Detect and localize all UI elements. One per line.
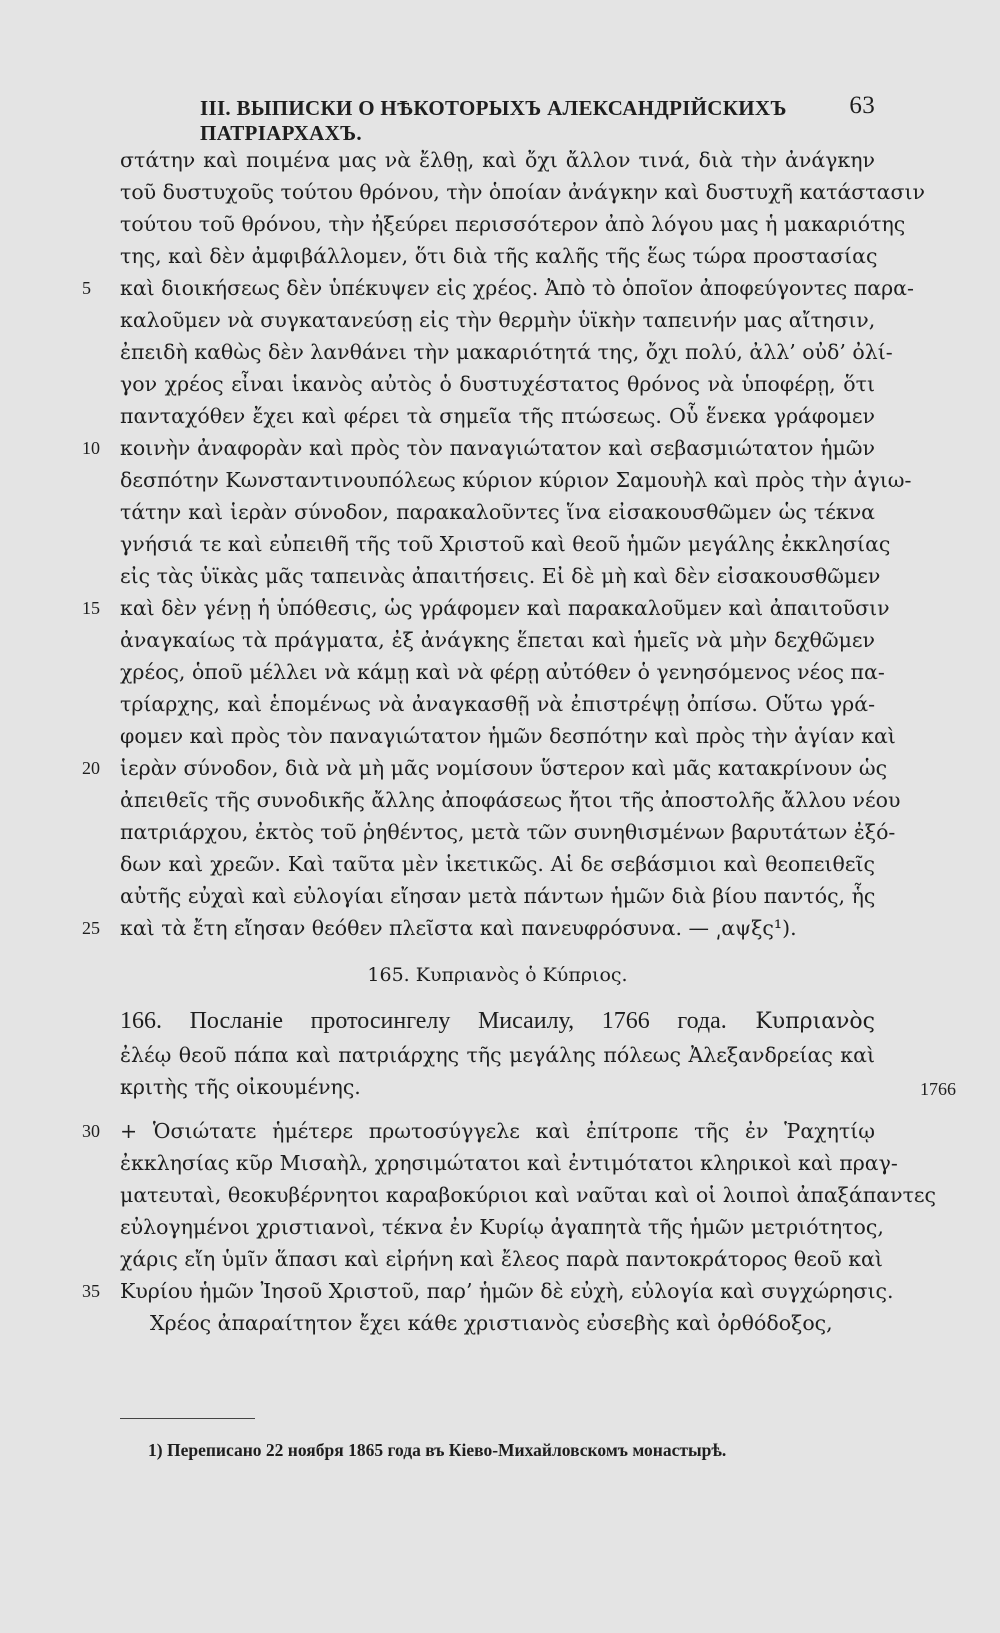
text-line: ματευταὶ, θεοκυβέρνητοι καραβοκύριοι καὶ ναῦται καὶ οἱ λοιποὶ ἀπαξάπαντες — [120, 1183, 937, 1207]
line-number: 5 — [82, 278, 91, 298]
text-line: πανταχόθεν ἔχει καὶ φέρει τὰ σημεῖα τῆς πτώσεως. Οὗ ἕνεκα γράφομεν — [120, 404, 875, 428]
footnote: 1) Переписано 22 ноября 1865 года въ Кіево-Михайловскомъ монастырѣ. — [148, 1440, 727, 1460]
text-line: πατριάρχου, ἐκτὸς τοῦ ῥηθέντος, μετὰ τῶν συνηθισμένων βαρυτάτων ἐξό- — [120, 820, 896, 844]
section-heading-tail: Κυπριανὸς — [755, 1009, 875, 1034]
text-line: ἱερὰν σύνοδον, διὰ νὰ μὴ μᾶς νομίσουν ὕστερον καὶ μᾶς κατακρίνουν ὡς — [120, 756, 888, 780]
header-title: III. ВЫПИСКИ О НѢКОТОРЫХЪ АЛЕКСАНДРІЙСКИХЪ ПАТРІАРХАХЪ. — [200, 96, 787, 145]
text-line: φομεν καὶ πρὸς τὸν παναγιώτατον ἡμῶν δεσπότην καὶ πρὸς τὴν ἁγίαν καὶ — [120, 724, 896, 748]
text-line: εὐλογημένοι χριστιανοὶ, τέκνα ἐν Κυρίῳ ἀγαπητὰ τῆς ἡμῶν μετριότητος, — [120, 1215, 884, 1239]
line-number: 35 — [82, 1281, 100, 1301]
text-line: ἐκκλησίας κῦρ Μισαὴλ, χρησιμώτατοι καὶ ἐντιμότατοι κληρικοὶ καὶ πραγ- — [120, 1151, 898, 1175]
text-line: καὶ τὰ ἔτη εἴησαν θεόθεν πλεῖστα καὶ πανευφρόσυνα. — ͵αψξς¹). — [120, 916, 797, 940]
text-line: κοινὴν ἀναφορὰν καὶ πρὸς τὸν παναγιώτατον καὶ σεβασμιώτατον ἡμῶν — [120, 436, 875, 460]
section-heading-line — [120, 1006, 875, 1037]
text-line: στάτην καὶ ποιμένα μας νὰ ἔλθῃ, καὶ ὄχι ἄλλον τινά, διὰ τὴν ἀνάγκην — [120, 148, 875, 172]
line-number: 25 — [82, 918, 100, 938]
text-line: τρίαρχης, καὶ ἑπομένως νὰ ἀναγκασθῇ νὰ ἐπιστρέψῃ ὀπίσω. Οὕτω γρά- — [120, 692, 875, 716]
text-line: εἰς τὰς ὑϊκὰς μᾶς ταπεινὰς ἀπαιτήσεις. Εἰ δὲ μὴ καὶ δὲν εἰσακουσθῶμεν — [120, 564, 881, 588]
text-line: ἀναγκαίως τὰ πράγματα, ἐξ ἀνάγκης ἕπεται καὶ ἡμεῖς νὰ μὴν δεχθῶμεν — [120, 628, 875, 652]
section-heading: 166. Посланіе протосингелу Мисаилу, 1766 года. — [120, 1008, 727, 1034]
text-line: τοῦ δυστυχοῦς τούτου θρόνου, τὴν ὁποίαν ἀνάγκην καὶ δυστυχῆ κατάστασιν — [120, 180, 925, 204]
text-line: τούτου τοῦ θρόνου, τὴν ἠξεύρει περισσότερον ἀπὸ λόγου μας ἡ μακαριότης — [120, 212, 906, 236]
text-line: δεσπότην Κωνσταντινουπόλεως κύριον κύριον Σαμουὴλ καὶ πρὸς τὴν ἁγιω- — [120, 468, 912, 492]
text-line: καὶ διοικήσεως δὲν ὑπέκυψεν εἰς χρέος. Ἀπὸ τὸ ὁποῖον ἀποφεύγοντες παρα- — [120, 276, 914, 300]
text-line: καλοῦμεν νὰ συγκατανεύσῃ εἰς τὴν θερμὴν ὑϊκὴν ταπεινήν μας αἴτησιν, — [120, 308, 876, 332]
line-number: 15 — [82, 598, 100, 618]
text-line: ἐλέῳ θεοῦ πάπα καὶ πατριάρχης τῆς μεγάλης πόλεως Ἀλεξανδρείας καὶ — [120, 1043, 875, 1067]
line-number: 20 — [82, 758, 100, 778]
text-line: χρέος, ὁποῦ μέλλει νὰ κάμῃ καὶ νὰ φέρῃ αὐτόθεν ὁ γενησόμενος νέος πα- — [120, 660, 885, 684]
document-signature: 165. Κυπριανὸς ὁ Κύπριος. — [367, 964, 628, 986]
running-header — [200, 92, 875, 146]
text-line: Κυρίου ἡμῶν Ἰησοῦ Χριστοῦ, παρ’ ἡμῶν δὲ εὐχὴ, εὐλογία καὶ συγχώρησις. — [120, 1279, 894, 1303]
text-line: + Ὁσιώτατε ἡμέτερε πρωτοσύγγελε καὶ ἐπίτροπε τῆς ἐν Ῥαχητίῳ — [120, 1119, 875, 1143]
text-line: Χρέος ἀπαραίτητον ἔχει κάθε χριστιανὸς εὐσεβὴς καὶ ὀρθόδοξος, — [150, 1311, 833, 1335]
text-line: καὶ δὲν γένῃ ἡ ὑπόθεσις, ὡς γράφομεν καὶ παρακαλοῦμεν καὶ ἀπαιτοῦσιν — [120, 596, 890, 620]
text-line: ἀπειθεῖς τῆς συνοδικῆς ἄλλης ἀποφάσεως ἤτοι τῆς ἀποστολῆς ἄλλου νέου — [120, 788, 901, 812]
line-number: 30 — [82, 1121, 100, 1141]
margin-year-note: 1766 — [920, 1079, 956, 1099]
page-number: 63 — [849, 92, 875, 119]
text-line: γνήσιά τε καὶ εὐπειθῆ τῆς τοῦ Χριστοῦ καὶ θεοῦ ἡμῶν μεγάλης ἐκκλησίας — [120, 532, 891, 556]
footnote-rule — [120, 1418, 255, 1419]
line-number: 10 — [82, 438, 100, 458]
text-line: ἐπειδὴ καθὼς δὲν λανθάνει τὴν μακαριότητά της, ὄχι πολύ, ἀλλ’ οὐδ’ ὀλί- — [120, 340, 893, 364]
text-line: γον χρέος εἶναι ἱκανὸς αὐτὸς ὁ δυστυχέστατος θρόνος νὰ ὑποφέρῃ, ὅτι — [120, 372, 875, 396]
text-line: αὐτῆς εὐχαὶ καὶ εὐλογίαι εἴησαν μετὰ πάντων ἡμῶν διὰ βίου παντός, ἧς — [120, 884, 876, 908]
text-line: δων καὶ χρεῶν. Καὶ ταῦτα μὲν ἱκετικῶς. Αἱ δε σεβάσμιοι καὶ θεοπειθεῖς — [120, 852, 875, 876]
text-line: κριτὴς τῆς οἰκουμένης. — [120, 1075, 361, 1099]
text-line: της, καὶ δὲν ἀμφιβάλλομεν, ὅτι διὰ τῆς καλῆς τῆς ἕως τώρα προστασίας — [120, 244, 878, 268]
text-line: τάτην καὶ ἱερὰν σύνοδον, παρακαλοῦντες ἵνα εἰσακουσθῶμεν ὡς τέκνα — [120, 500, 875, 524]
text-line: χάρις εἴη ὑμῖν ἅπασι καὶ εἰρήνη καὶ ἔλεος παρὰ παντοκράτορος θεοῦ καὶ — [120, 1247, 883, 1271]
